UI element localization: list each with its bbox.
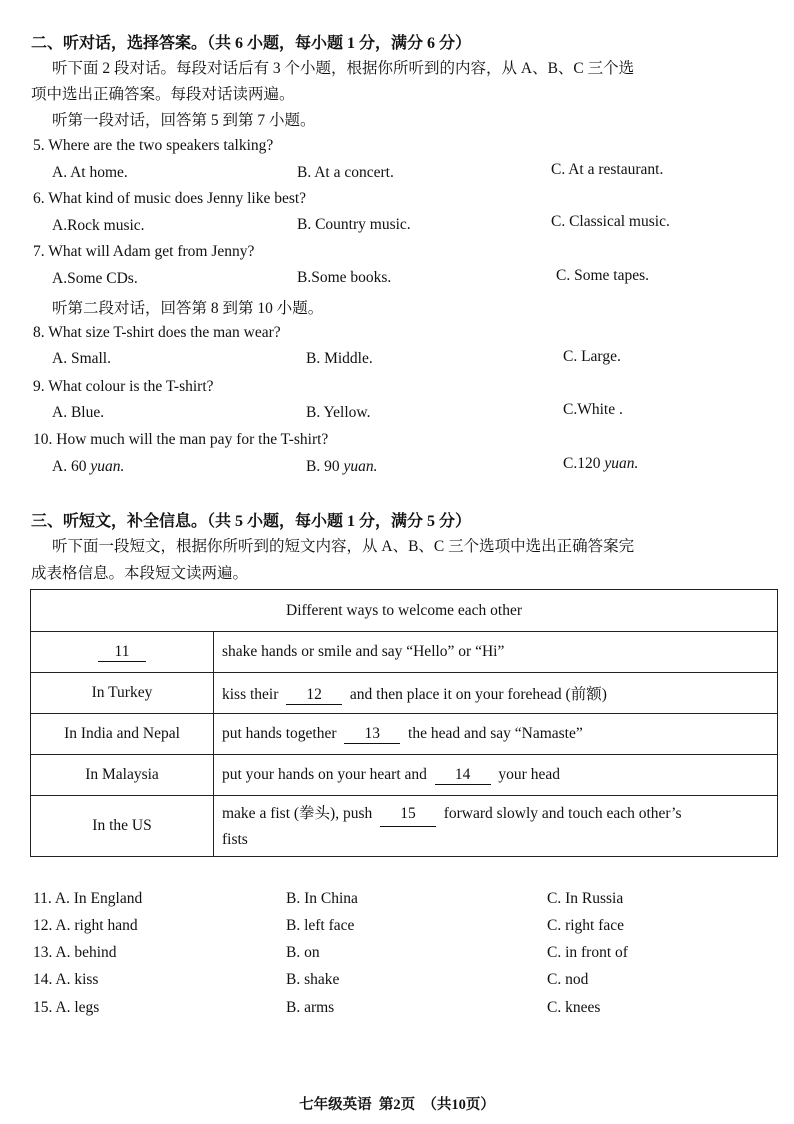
blank-15: 15 xyxy=(380,801,436,827)
table-row xyxy=(31,632,778,673)
q11-option-c: C. In Russia xyxy=(547,890,624,907)
q10-option-b: B. 90 yuan. xyxy=(306,458,378,475)
dialogue1-instruction: 听第一段对话，回答第 5 到第 7 小题。 xyxy=(52,112,316,129)
table-row xyxy=(31,673,778,714)
q11-option-b: B. In China xyxy=(286,890,358,907)
q7-option-a: A.Some CDs. xyxy=(52,270,138,287)
table-row xyxy=(31,714,778,755)
q5-option-c: C. At a restaurant. xyxy=(551,161,664,178)
q5-option-b: B. At a concert. xyxy=(297,164,394,181)
blank-12: 12 xyxy=(286,686,342,705)
q13-option-b: B. on xyxy=(286,944,320,961)
q7-option-c: C. Some tapes. xyxy=(556,267,649,284)
q12-option-b: B. left face xyxy=(286,917,355,934)
table-row xyxy=(31,755,778,796)
table-row xyxy=(31,796,778,857)
q15-option-a: 15. A. legs xyxy=(33,999,100,1016)
q14-option-b: B. shake xyxy=(286,971,340,988)
q14-option-c: C. nod xyxy=(547,971,589,988)
q10-option-c: C.120 yuan. xyxy=(563,455,639,472)
q9-option-a: A. Blue. xyxy=(52,404,105,421)
question-9: 9. What colour is the T-shirt? xyxy=(33,378,214,395)
section3-instruction-line2: 成表格信息。本段短文读两遍。 xyxy=(31,565,249,582)
q13-option-c: C. in front of xyxy=(547,944,628,961)
q10-option-a: A. 60 yuan. xyxy=(52,458,125,475)
row2-left: In Turkey xyxy=(31,673,214,714)
q12-option-c: C. right face xyxy=(547,917,625,934)
row5-right: make a fist (拳头), push 15 forward slowly and touch each other’s fists xyxy=(214,796,778,857)
question-7: 7. What will Adam get from Jenny? xyxy=(33,243,255,260)
q14-option-a: 14. A. kiss xyxy=(33,971,99,988)
section2-instruction-line1: 听下面 2 段对话。每段对话后有 3 个小题，根据你所听到的内容，从 A、B、C 三个选 xyxy=(52,60,635,77)
q9-option-c: C.White . xyxy=(563,401,623,418)
section3-instruction-line1: 听下面一段短文，根据你所听到的短文内容，从 A、B、C 三个选项中选出正确答案完 xyxy=(52,538,635,555)
q8-option-c: C. Large. xyxy=(563,348,621,365)
blank-11: 11 xyxy=(98,643,146,662)
q8-option-b: B. Middle. xyxy=(306,350,373,367)
table-header: Different ways to welcome each other xyxy=(31,590,778,632)
blank-14: 14 xyxy=(435,766,491,785)
row2-right: kiss their 12 and then place it on your forehead (前额) xyxy=(214,673,778,714)
q8-option-a: A. Small. xyxy=(52,350,111,367)
section2-title: 二、听对话，选择答案。（共 6 小题，每小题 1 分，满分 6 分） xyxy=(31,35,472,52)
q10-option-c-unit: yuan. xyxy=(604,455,639,472)
q13-option-a: 13. A. behind xyxy=(33,944,117,961)
q10-option-b-unit: yuan. xyxy=(343,458,378,475)
question-8: 8. What size T-shirt does the man wear? xyxy=(33,324,281,341)
row4-right: put your hands on your heart and 14 your head xyxy=(214,755,778,796)
q15-option-b: B. arms xyxy=(286,999,335,1016)
q5-option-a: A. At home. xyxy=(52,164,128,181)
question-5: 5. Where are the two speakers talking? xyxy=(33,137,274,154)
row3-right: put hands together 13 the head and say “Namaste” xyxy=(214,714,778,755)
page-footer: 七年级英语 第2页 （共10页） xyxy=(299,1097,495,1113)
row4-left: In Malaysia xyxy=(31,755,214,796)
row1-right: shake hands or smile and say “Hello” or “Hi” xyxy=(214,632,778,673)
dialogue2-instruction: 听第二段对话，回答第 8 到第 10 小题。 xyxy=(52,300,324,317)
q7-option-b: B.Some books. xyxy=(297,269,392,286)
row5-left: In the US xyxy=(31,796,214,857)
q6-option-b: B. Country music. xyxy=(297,216,411,233)
section3-title: 三、听短文，补全信息。（共 5 小题，每小题 1 分，满分 5 分） xyxy=(31,513,472,530)
row3-left: In India and Nepal xyxy=(31,714,214,755)
section2-instruction-line2: 项中选出正确答案。每段对话读两遍。 xyxy=(31,86,295,103)
welcome-ways-table xyxy=(30,589,778,857)
q11-option-a: 11. A. In England xyxy=(33,890,143,907)
q12-option-a: 12. A. right hand xyxy=(33,917,138,934)
q6-option-a: A.Rock music. xyxy=(52,217,145,234)
q15-option-c: C. knees xyxy=(547,999,601,1016)
question-6: 6. What kind of music does Jenny like best? xyxy=(33,190,307,207)
q9-option-b: B. Yellow. xyxy=(306,404,371,421)
question-10: 10. How much will the man pay for the T-shirt? xyxy=(33,431,329,448)
blank-13: 13 xyxy=(344,725,400,744)
q10-option-a-unit: yuan. xyxy=(90,458,125,475)
row1-left xyxy=(31,632,214,673)
q6-option-c: C. Classical music. xyxy=(551,213,670,230)
